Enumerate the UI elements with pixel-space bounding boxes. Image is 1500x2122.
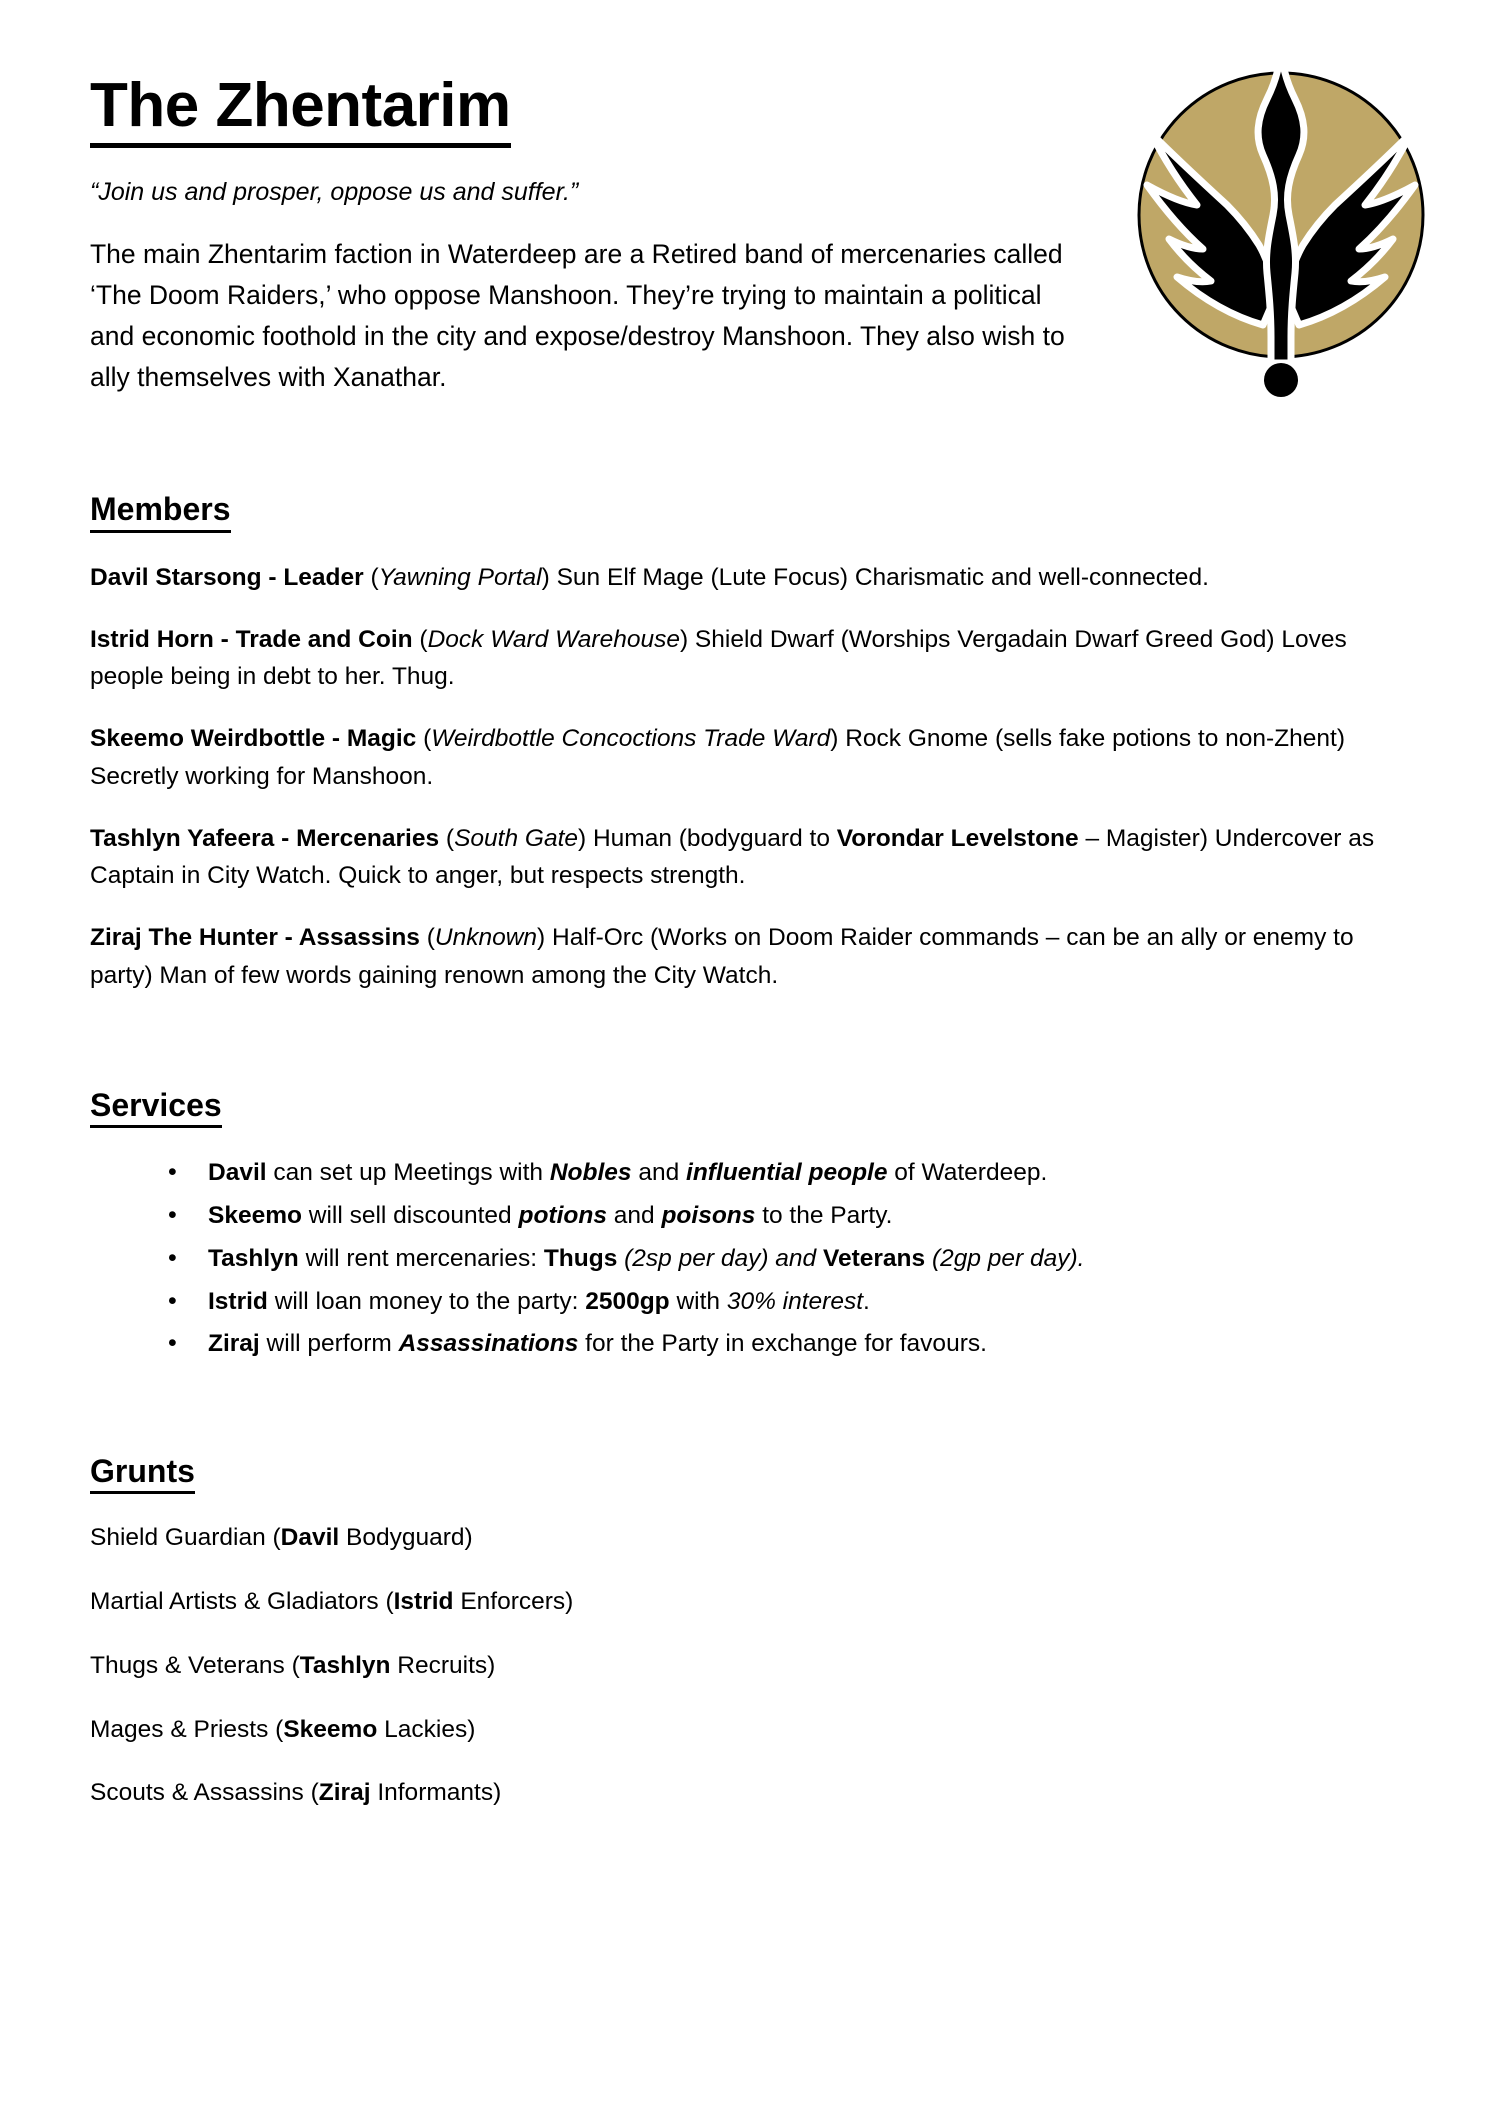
service-text: will perform xyxy=(259,1330,399,1358)
service-emphasis: influential people xyxy=(686,1159,888,1187)
grunts-heading: Grunts xyxy=(90,1452,195,1494)
member-entry: Ziraj The Hunter - Assassins (Unknown) Half-Orc (Works on Doom Raider commands – can be an ally or enemy to party) Man of few words gaining renown among the City Watch. xyxy=(90,924,1354,989)
service-emphasis: 30% interest xyxy=(726,1287,864,1315)
service-text: . xyxy=(863,1287,870,1315)
list-item xyxy=(208,1197,1410,1236)
service-text: can set up Meetings with xyxy=(266,1159,550,1187)
grunt-role: Enforcers) xyxy=(453,1588,574,1616)
service-text: and xyxy=(606,1202,662,1230)
service-actor: Tashlyn xyxy=(208,1244,299,1272)
grunts-section xyxy=(90,1452,1410,1812)
grunt-type: Scouts & Assassins ( xyxy=(90,1779,319,1807)
service-text: for the Party in exchange for favours. xyxy=(578,1330,987,1358)
member-name: Istrid Horn - Trade and Coin xyxy=(90,625,413,653)
page-title: The Zhentarim xyxy=(90,70,511,148)
list-item xyxy=(208,1240,1410,1279)
service-text: (2sp per day) and xyxy=(617,1244,823,1272)
service-text: will sell discounted xyxy=(301,1202,519,1230)
grunt-role: Informants) xyxy=(370,1779,502,1807)
members-heading: Members xyxy=(90,490,231,532)
grunt-patron: Istrid xyxy=(393,1588,454,1616)
service-actor: Istrid xyxy=(208,1287,268,1315)
service-emphasis: Nobles xyxy=(549,1159,632,1187)
grunt-type: Martial Artists & Gladiators ( xyxy=(90,1588,394,1616)
grunt-type: Shield Guardian ( xyxy=(90,1524,281,1552)
member-description: Human (bodyguard to xyxy=(592,824,837,852)
grunt-patron: Tashlyn xyxy=(299,1651,391,1679)
services-heading: Services xyxy=(90,1086,222,1128)
member-name: Skeemo Weirdbottle - Magic xyxy=(90,725,417,753)
grunt-patron: Davil xyxy=(280,1524,340,1552)
service-text: will rent mercenaries: xyxy=(298,1244,544,1272)
member-entry: Istrid Horn - Trade and Coin (Dock Ward Warehouse) Shield Dwarf (Worships Vergadain Dwarf Greed God) Loves people being in debt to her. Thug. xyxy=(90,625,1347,691)
member-description-cont: – Magister) Undercover as Captain in City Watch. Quick to anger, but respects strength. xyxy=(90,824,1375,890)
member-description: Sun Elf Mage (Lute Focus) Charismatic and well-connected. xyxy=(556,563,1209,591)
service-emphasis: 2500gp xyxy=(585,1287,670,1315)
intro-paragraph: The main Zhentarim faction in Waterdeep are a Retired band of mercenaries called ‘The Doom Raiders,’ who oppose Manshoon. They’re trying to maintain a political and economic foothold in the city and expose/destroy Manshoon. They also wish to ally themselves with Xanathar. xyxy=(90,239,1065,393)
service-emphasis: Thugs xyxy=(543,1244,618,1272)
service-emphasis: poisons xyxy=(661,1202,756,1230)
grunt-role: Lackies) xyxy=(377,1715,476,1743)
service-text: with xyxy=(669,1287,727,1315)
grunt-entry xyxy=(90,1712,1410,1749)
member-name: Ziraj The Hunter - Assassins xyxy=(90,924,420,952)
grunt-entry xyxy=(90,1584,1410,1621)
grunt-patron: Ziraj xyxy=(318,1779,371,1807)
list-item xyxy=(208,1154,1410,1193)
members-section xyxy=(90,490,1410,994)
service-emphasis: potions xyxy=(518,1202,607,1230)
service-text: and xyxy=(631,1159,687,1187)
member-description: Rock Gnome (sells fake potions to non-Zhent) Secretly working for Manshoon. xyxy=(90,725,1345,790)
grunt-role: Bodyguard) xyxy=(339,1524,473,1552)
member-location: Unknown xyxy=(434,924,538,952)
services-section xyxy=(90,1086,1410,1364)
list-item xyxy=(208,1283,1410,1322)
member-entry: Davil Starsong - Leader (Yawning Portal) Sun Elf Mage (Lute Focus) Charismatic and well-connected. xyxy=(90,563,1209,591)
service-text: to the Party. xyxy=(755,1202,893,1230)
member-name: Tashlyn Yafeera - Mercenaries xyxy=(90,824,440,852)
service-actor: Skeemo xyxy=(208,1202,302,1230)
grunt-entry xyxy=(90,1648,1410,1685)
grunts-list xyxy=(90,1520,1410,1812)
grunt-patron: Skeemo xyxy=(283,1715,378,1743)
member-description: Shield Dwarf (Worships Vergadain Dwarf Greed God) Loves people being in debt to her. Thug. xyxy=(90,625,1347,691)
grunt-type: Thugs & Veterans ( xyxy=(90,1651,300,1679)
member-description: Half-Orc (Works on Doom Raider commands – can be an ally or enemy to party) Man of few words gaining renown among the City Watch. xyxy=(90,924,1354,989)
service-text: will loan money to the party: xyxy=(267,1287,586,1315)
member-entry: Skeemo Weirdbottle - Magic (Weirdbottle Concoctions Trade Ward) Rock Gnome (sells fake potions to non-Zhent) Secretly working for Manshoon. xyxy=(90,725,1345,790)
grunt-type: Mages & Priests ( xyxy=(90,1715,284,1743)
list-item xyxy=(208,1325,1410,1364)
member-location: Dock Ward Warehouse xyxy=(427,625,680,653)
grunt-entry xyxy=(90,1520,1410,1557)
member-location: Weirdbottle Concoctions Trade Ward xyxy=(431,725,831,753)
member-location: Yawning Portal xyxy=(378,563,542,591)
service-emphasis: Assassinations xyxy=(398,1330,579,1358)
members-list xyxy=(90,559,1410,994)
services-list xyxy=(90,1154,1410,1364)
grunt-entry xyxy=(90,1775,1410,1812)
service-emphasis: Veterans xyxy=(823,1244,926,1272)
service-text: (2gp per day). xyxy=(925,1244,1085,1272)
title-block xyxy=(90,70,1090,398)
member-name: Davil Starsong - Leader xyxy=(90,563,364,591)
service-text: of Waterdeep. xyxy=(887,1159,1048,1187)
service-actor: Ziraj xyxy=(208,1330,260,1358)
member-related-npc: Vorondar Levelstone xyxy=(836,824,1079,852)
member-entry: Tashlyn Yafeera - Mercenaries (South Gate) Human (bodyguard to Vorondar Levelstone – Magister) Undercover as Captain in City Watch. Quick to anger, but respects strength. xyxy=(90,824,1375,890)
grunt-role: Recruits) xyxy=(390,1651,496,1679)
member-location: South Gate xyxy=(454,824,579,852)
service-actor: Davil xyxy=(208,1159,267,1187)
tagline: “Join us and prosper, oppose us and suffer.” xyxy=(90,178,579,207)
